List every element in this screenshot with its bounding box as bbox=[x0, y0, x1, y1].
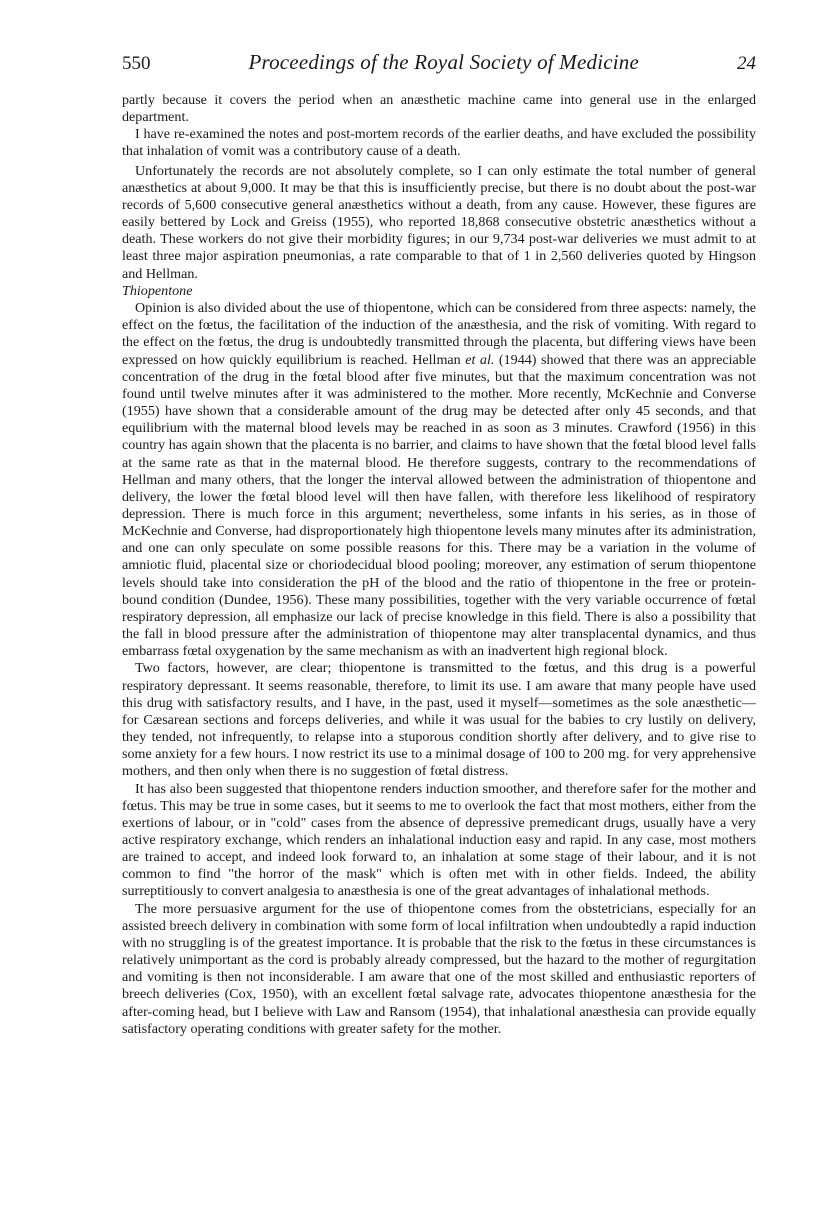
paragraph: The more persuasive argument for the use of thiopentone comes from the obstetricians, especially for an assisted breech delivery in combination with some form of local infiltration when undoubtedly a rapid induction with no struggling is of the greatest importance. It is probable that the risk to the fœtus in these circumstances is relatively unimportant as the cord is probably already compressed, but the hazard to the mother of regurgitation and vomiting is then not inconsiderable. I am aware that one of the most skilled and enthusiastic reporters of breech deliveries (Cox, 1950), with an excellent fœtal salvage rate, advocates thiopentone anæsthesia for the after-coming head, but I believe with Law and Ransom (1954), that inhalational anæsthesia can provide equally satisfactory operating conditions with greater safety for the mother. bbox=[122, 900, 756, 1037]
paragraph: Two factors, however, are clear; thiopentone is transmitted to the fœtus, and this drug is a powerful respiratory depressant. It seems reasonable, therefore, to limit its use. I am aware that many people have used this drug with satisfactory results, and I have, in the past, used it myself—sometimes as the sole anæsthetic—for Cæsarean sections and forceps deliveries, and while it was usual for the babies to cry lustily on delivery, they tended, not infrequently, to relapse into a stuporous condition shortly after delivery, and to give rise to some anxiety for a few hours. I now restrict its use to a minimal dosage of 100 to 200 mg. for very apprehensive mothers, and then only when there is no suggestion of fœtal distress. bbox=[122, 660, 756, 780]
journal-title: Proceedings of the Royal Society of Medicine bbox=[248, 50, 640, 74]
text-run: (1944) showed that there was an appreciable concentration of the drug in the fœtal blood after five minutes, but that the maximum concentration was not found until twelve minutes after it was administered to the mother. More recently, McKechnie and Converse (1955) have shown that a considerable amount of the drug may be detected after only 45 seconds, and that equilibrium with the maternal blood levels may be reached in as soon as 3 minutes. Crawford (1956) in this country has again shown that the placenta is no barrier, and claims to have shown that the fœtal blood level falls at the same rate as that in the maternal blood. He therefore suggests, contrary to the recommendations of Hellman and many others, that the longer the interval allowed between the administration of thiopentone and delivery, the lower the fœtal blood level will then have fallen, with therefore less likelihood of respiratory depression. There is much force in this argument; nevertheless, some infants in his series, as in those of McKechnie and Converse, had disproportionately high thiopentone levels many minutes after its administration, and one can only speculate on some possible reasons for this. There may be a variation in the volume of amniotic fluid, placental size or choriodecidual blood pooling; moreover, any estimation of serum thiopentone levels should take into consideration the pH of the blood and the ratio of thiopentone in the free or protein-bound condition (Dundee, 1956). These many possibilities, together with the very variable occurrence of fœtal respiratory depression, all emphasize our lack of precise knowledge in this field. There is also a possibility that the fall in blood pressure after the administration of thiopentone may alter transplacental dynamics, and thus embarrass fœtal oxygenation by the same mechanism as with an inadvertent high regional block. bbox=[122, 351, 757, 660]
section-subheading: Thiopentone bbox=[122, 282, 193, 299]
text-run: Opinion is also divided about the use of thiopentone, which can be considered from three aspects: namely, the effect on the fœtus, the facilitation of the induction of the anæsthesia, and the risk of vomiting. With regard to the effect on the fœtus, the drug is undoubtedly transmitted through the placenta, but differing views have been expressed on how quickly equilibrium is reached. Hellman bbox=[122, 300, 756, 368]
et-al-italic: et al. bbox=[465, 351, 495, 368]
running-header bbox=[122, 50, 756, 90]
paragraph: Unfortunately the records are not absolutely complete, so I can only estimate the total number of general anæsthetics at about 9,000. It may be that this is insufficiently precise, but there is no doubt about the post-war records of 5,600 consecutive general anæsthetics without a death, from any cause. However, these figures are easily bettered by Lock and Greiss (1955), who reported 18,868 consecutive obstetric anæsthetics without a death. These workers do not give their morbidity figures; in our 9,734 post-war deliveries we must admit to at least three major aspiration pneumonias, a rate comparable to that of 1 in 2,560 deliveries quoted by Hingson and Hellman. bbox=[122, 162, 756, 282]
volume-number: 24 bbox=[737, 53, 756, 74]
paragraph: I have re-examined the notes and post-mortem records of the earlier deaths, and have excluded the possibility that inhalation of vomit was a contributory cause of a death. bbox=[122, 126, 756, 160]
paragraph: It has also been suggested that thiopentone renders induction smoother, and therefore safer for the mother and fœtus. This may be true in some cases, but it seems to me to overlook the fact that most mothers, either from the exertions of labour, or in "cold" cases from the absence of depressive premedicant drugs, usually have a very active respiratory exchange, which renders an inhalational induction easy and rapid. In any case, most mothers are trained to accept, and indeed look forward to, an inhalation at some stage of their labour, and it is not common to find "the horror of the mask" which is often met with in other fields. Indeed, the ability surreptitiously to convert analgesia to anæsthesia is one of the great advantages of inhalational methods. bbox=[122, 780, 756, 900]
article-body bbox=[122, 92, 756, 1038]
page-number: 550 bbox=[122, 53, 151, 74]
paragraph-continued: partly because it covers the period when an anæsthetic machine came into general use in the enlarged department. bbox=[122, 92, 756, 126]
paragraph bbox=[122, 300, 756, 660]
